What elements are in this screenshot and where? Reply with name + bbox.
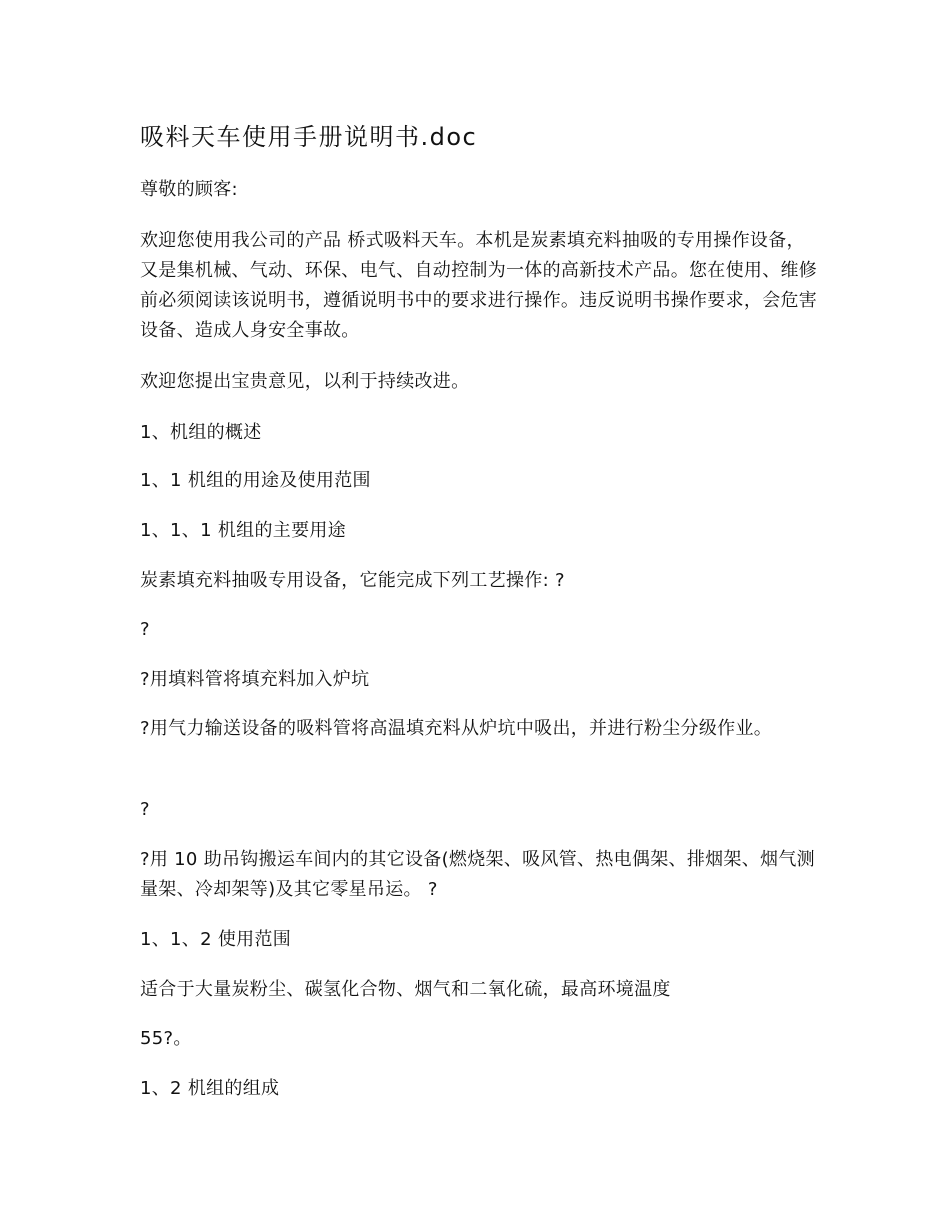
- intro-paragraph: 欢迎您使用我公司的产品 桥式吸料天车。本机是炭素填充料抽吸的专用操作设备，又是集机械、气动、环保、电气、自动控制为一体的高新技术产品。您在使用、维修前必须阅读该说明书，遵循说明书中的要求进行操作。违反说明书操作要求，会危害设备、造成人身安全事故。: [140, 230, 818, 341]
- list-item-fill: ?用填料管将填充料加入炉坑: [140, 669, 370, 690]
- scope-paragraph: 适合于大量炭粉尘、碳氢化合物、烟气和二氧化硫，最高环境温度: [140, 979, 671, 1000]
- document-title: 吸料天车使用手册说明书.doc: [140, 123, 478, 151]
- placeholder-line: ?: [140, 619, 150, 640]
- section-heading-1: 1、机组的概述: [140, 422, 262, 443]
- section-heading-1-2: 1、2 机组的组成: [140, 1078, 280, 1099]
- salutation: 尊敬的顾客:: [140, 179, 238, 200]
- placeholder-line: ?: [140, 799, 150, 820]
- list-item-hoist: ?用 10 助吊钩搬运车间内的其它设备(燃烧架、吸风管、热电偶架、排烟架、烟气测量架、冷却架等)及其它零星吊运。 ?: [140, 849, 815, 900]
- list-item-suction: ?用气力输送设备的吸料管将高温填充料从炉坑中吸出，并进行粉尘分级作业。: [140, 718, 773, 739]
- usage-intro-paragraph: 炭素填充料抽吸专用设备，它能完成下列工艺操作: ?: [140, 570, 565, 591]
- section-heading-1-1-2: 1、1、2 使用范围: [140, 929, 292, 950]
- temperature-line: 55?。: [140, 1028, 192, 1049]
- section-heading-1-1: 1、1 机组的用途及使用范围: [140, 470, 371, 491]
- feedback-paragraph: 欢迎您提出宝贵意见，以利于持续改进。: [140, 371, 470, 392]
- section-heading-1-1-1: 1、1、1 机组的主要用途: [140, 520, 346, 541]
